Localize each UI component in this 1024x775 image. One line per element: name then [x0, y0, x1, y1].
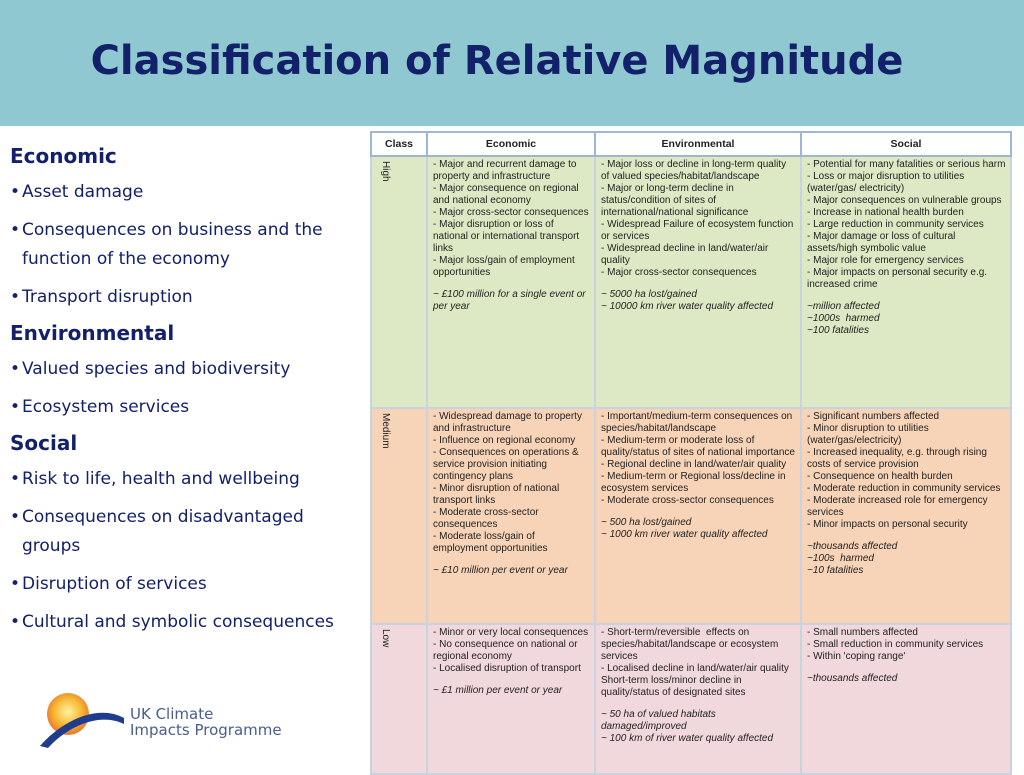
- bullet-text: Transport disruption: [22, 287, 193, 307]
- bullet-item: [10, 393, 360, 422]
- cell-gap: [433, 675, 591, 685]
- header-environmental: Environmental: [595, 132, 801, 156]
- bullet-dot: •: [10, 574, 21, 594]
- cell-line: - Increase in national health burden: [807, 207, 964, 218]
- bullet-item: [10, 503, 360, 561]
- logo-line1: UK Climate: [130, 705, 214, 723]
- cell-line: - Major and recurrent damage to property and infrastructure: [433, 159, 580, 182]
- bullet-dot: •: [10, 397, 21, 417]
- bullet-text: Consequences on disadvantaged groups: [22, 507, 304, 556]
- economic-cell: [427, 624, 595, 774]
- bullet-dot: •: [10, 469, 21, 489]
- cell-line: - Increased inequality, e.g. through rising costs of service provision: [807, 447, 990, 470]
- cell-line: - Major loss/gain of employment opportunities: [433, 255, 578, 278]
- environmental-cell: [595, 156, 801, 408]
- logo-line2: Impacts Programme: [130, 721, 282, 739]
- bullet-item: [10, 178, 360, 207]
- cell-line: - Minor impacts on personal security: [807, 519, 968, 530]
- social-cell: [801, 408, 1011, 624]
- table-row: [371, 156, 1011, 408]
- class-label: High: [380, 161, 391, 182]
- cell-note: ~ £100 million for a single event or per year: [433, 289, 589, 312]
- cell-line: - Within 'coping range': [807, 651, 906, 662]
- cell-line: - Loss or major disruption to utilities (water/gas/ electricity): [807, 171, 968, 194]
- classification-table: [370, 131, 1012, 775]
- table-row: [371, 624, 1011, 774]
- cell-line: - Localised disruption of transport: [433, 663, 581, 674]
- cell-line: - Moderate loss/gain of employment opportunities: [433, 531, 548, 554]
- cell-note: ~100 fatalities: [807, 325, 869, 336]
- cell-gap: [601, 279, 797, 289]
- bullet-dot: •: [10, 359, 21, 379]
- cell-line: - Minor disruption to utilities (water/gas/electricity): [807, 423, 932, 446]
- cell-line: - Consequence on health burden: [807, 471, 953, 482]
- cell-line: - Major or long-term decline in status/condition of sites of international/national significance: [601, 183, 749, 218]
- cell-line: - Major role for emergency services: [807, 255, 964, 266]
- cell-line: - Major consequence on regional and national economy: [433, 183, 582, 206]
- cell-note: ~ 10000 km river water quality affected: [601, 301, 774, 312]
- cell-line: - Major damage or loss of cultural assets/high symbolic value: [807, 231, 959, 254]
- cell-line: - Moderate cross-sector consequences: [433, 507, 542, 530]
- header-economic: Economic: [427, 132, 595, 156]
- bullet-item: [10, 465, 360, 494]
- economic-cell: [427, 408, 595, 624]
- cell-gap: [601, 699, 797, 709]
- class-cell: [371, 156, 427, 408]
- section-heading: Economic: [10, 144, 117, 168]
- cell-line: - Widespread damage to property and infrastructure: [433, 411, 585, 434]
- table-header-row: [371, 132, 1011, 156]
- cell-line: - Small numbers affected: [807, 627, 918, 638]
- cell-line: - Major impacts on personal security e.g. increased crime: [807, 267, 990, 290]
- cell-line: - Minor or very local consequences: [433, 627, 589, 638]
- social-cell: [801, 156, 1011, 408]
- cell-line: - Short-term/reversible effects on species/habitat/landscape or ecosystem services: [601, 627, 782, 662]
- bullet-text: Consequences on business and the function of the economy: [22, 220, 323, 269]
- section-heading: Social: [10, 431, 78, 455]
- category-list: [10, 140, 360, 646]
- bullet-item: [10, 608, 360, 637]
- class-label: Medium: [380, 413, 391, 449]
- cell-gap: [433, 555, 591, 565]
- cell-note: ~ 1000 km river water quality affected: [601, 529, 768, 540]
- environmental-cell: [595, 408, 801, 624]
- cell-line: - Major loss or decline in long-term quality of valued species/habitat/landscape: [601, 159, 789, 182]
- cell-gap: [807, 291, 1007, 301]
- class-label: Low: [380, 629, 391, 648]
- sun-swoosh-icon: [38, 690, 128, 750]
- bullet-item: [10, 355, 360, 384]
- class-cell: [371, 408, 427, 624]
- cell-line: - Major consequences on vulnerable groups: [807, 195, 1002, 206]
- bullet-item: [10, 570, 360, 599]
- page-title: Classification of Relative Magnitude: [90, 38, 904, 84]
- cell-line: - Moderate increased role for emergency services: [807, 495, 991, 518]
- bullet-item: [10, 283, 360, 312]
- cell-line: - Widespread decline in land/water/air quality: [601, 243, 772, 266]
- social-cell: [801, 624, 1011, 774]
- logo-text: [130, 706, 282, 738]
- cell-line: - Small reduction in community services: [807, 639, 984, 650]
- bullet-dot: •: [10, 182, 21, 202]
- header-class: Class: [371, 132, 427, 156]
- cell-line: - Moderate reduction in community services: [807, 483, 1001, 494]
- cell-line: - Widespread Failure of ecosystem function or services: [601, 219, 797, 242]
- cell-note: ~thousands affected: [807, 541, 898, 552]
- bullet-dot: •: [10, 507, 21, 527]
- header-social: Social: [801, 132, 1011, 156]
- cell-line: - Large reduction in community services: [807, 219, 984, 230]
- cell-line: - Minor disruption of national transport links: [433, 483, 562, 506]
- cell-note: ~ 5000 ha lost/gained: [601, 289, 697, 300]
- cell-note: ~thousands affected: [807, 673, 898, 684]
- bullet-dot: •: [10, 220, 21, 240]
- cell-line: - Major cross-sector consequences: [433, 207, 589, 218]
- cell-line: - Medium-term or Regional loss/decline in ecosystem services: [601, 471, 789, 494]
- economic-cell: [427, 156, 595, 408]
- cell-line: - Important/medium-term consequences on species/habitat/landscape: [601, 411, 795, 434]
- cell-line: - Major cross-sector consequences: [601, 267, 757, 278]
- cell-gap: [433, 279, 591, 289]
- bullet-item: [10, 216, 360, 274]
- cell-note: ~ £1 million per event or year: [433, 685, 563, 696]
- bullet-text: Ecosystem services: [22, 397, 190, 417]
- cell-line: - Consequences on operations & service provision initiating contingency plans: [433, 447, 582, 482]
- bullet-text: Disruption of services: [22, 574, 207, 594]
- class-cell: [371, 624, 427, 774]
- cell-line: - Localised decline in land/water/air quality: [601, 663, 789, 674]
- bullet-text: Risk to life, health and wellbeing: [22, 469, 300, 489]
- bullet-dot: •: [10, 287, 21, 307]
- cell-line: - Significant numbers affected: [807, 411, 940, 422]
- ukcip-logo: [38, 690, 298, 750]
- cell-line: - No consequence on national or regional economy: [433, 639, 581, 662]
- header-banner: [0, 0, 1024, 126]
- environmental-cell: [595, 624, 801, 774]
- cell-gap: [807, 663, 1007, 673]
- cell-note: ~ 100 km of river water quality affected: [601, 733, 774, 744]
- cell-gap: [807, 531, 1007, 541]
- section-heading: Environmental: [10, 321, 175, 345]
- cell-line: - Medium-term or moderate loss of quality/status of sites of national importance: [601, 435, 795, 458]
- cell-line: - Major disruption or loss of national or international transport links: [433, 219, 582, 254]
- cell-note: ~million affected: [807, 301, 880, 312]
- cell-note: ~ £10 million per event or year: [433, 565, 568, 576]
- cell-line: - Regional decline in land/water/air quality: [601, 459, 787, 470]
- cell-line: - Potential for many fatalities or serious harm: [807, 159, 1006, 170]
- cell-line: - Moderate cross-sector consequences: [601, 495, 774, 506]
- bullet-text: Cultural and symbolic consequences: [22, 612, 334, 632]
- bullet-text: Asset damage: [22, 182, 144, 202]
- cell-note: ~100s harmed: [807, 553, 874, 564]
- cell-line: Short-term loss/minor decline in quality/status of designated sites: [601, 675, 746, 698]
- bullet-text: Valued species and biodiversity: [22, 359, 291, 379]
- cell-note: ~1000s harmed: [807, 313, 880, 324]
- cell-line: - Influence on regional economy: [433, 435, 576, 446]
- cell-gap: [601, 507, 797, 517]
- cell-note: ~ 500 ha lost/gained: [601, 517, 692, 528]
- cell-note: ~10 fatalities: [807, 565, 864, 576]
- table-row: [371, 408, 1011, 624]
- cell-note: ~ 50 ha of valued habitats damaged/improved: [601, 709, 719, 732]
- bullet-dot: •: [10, 612, 21, 632]
